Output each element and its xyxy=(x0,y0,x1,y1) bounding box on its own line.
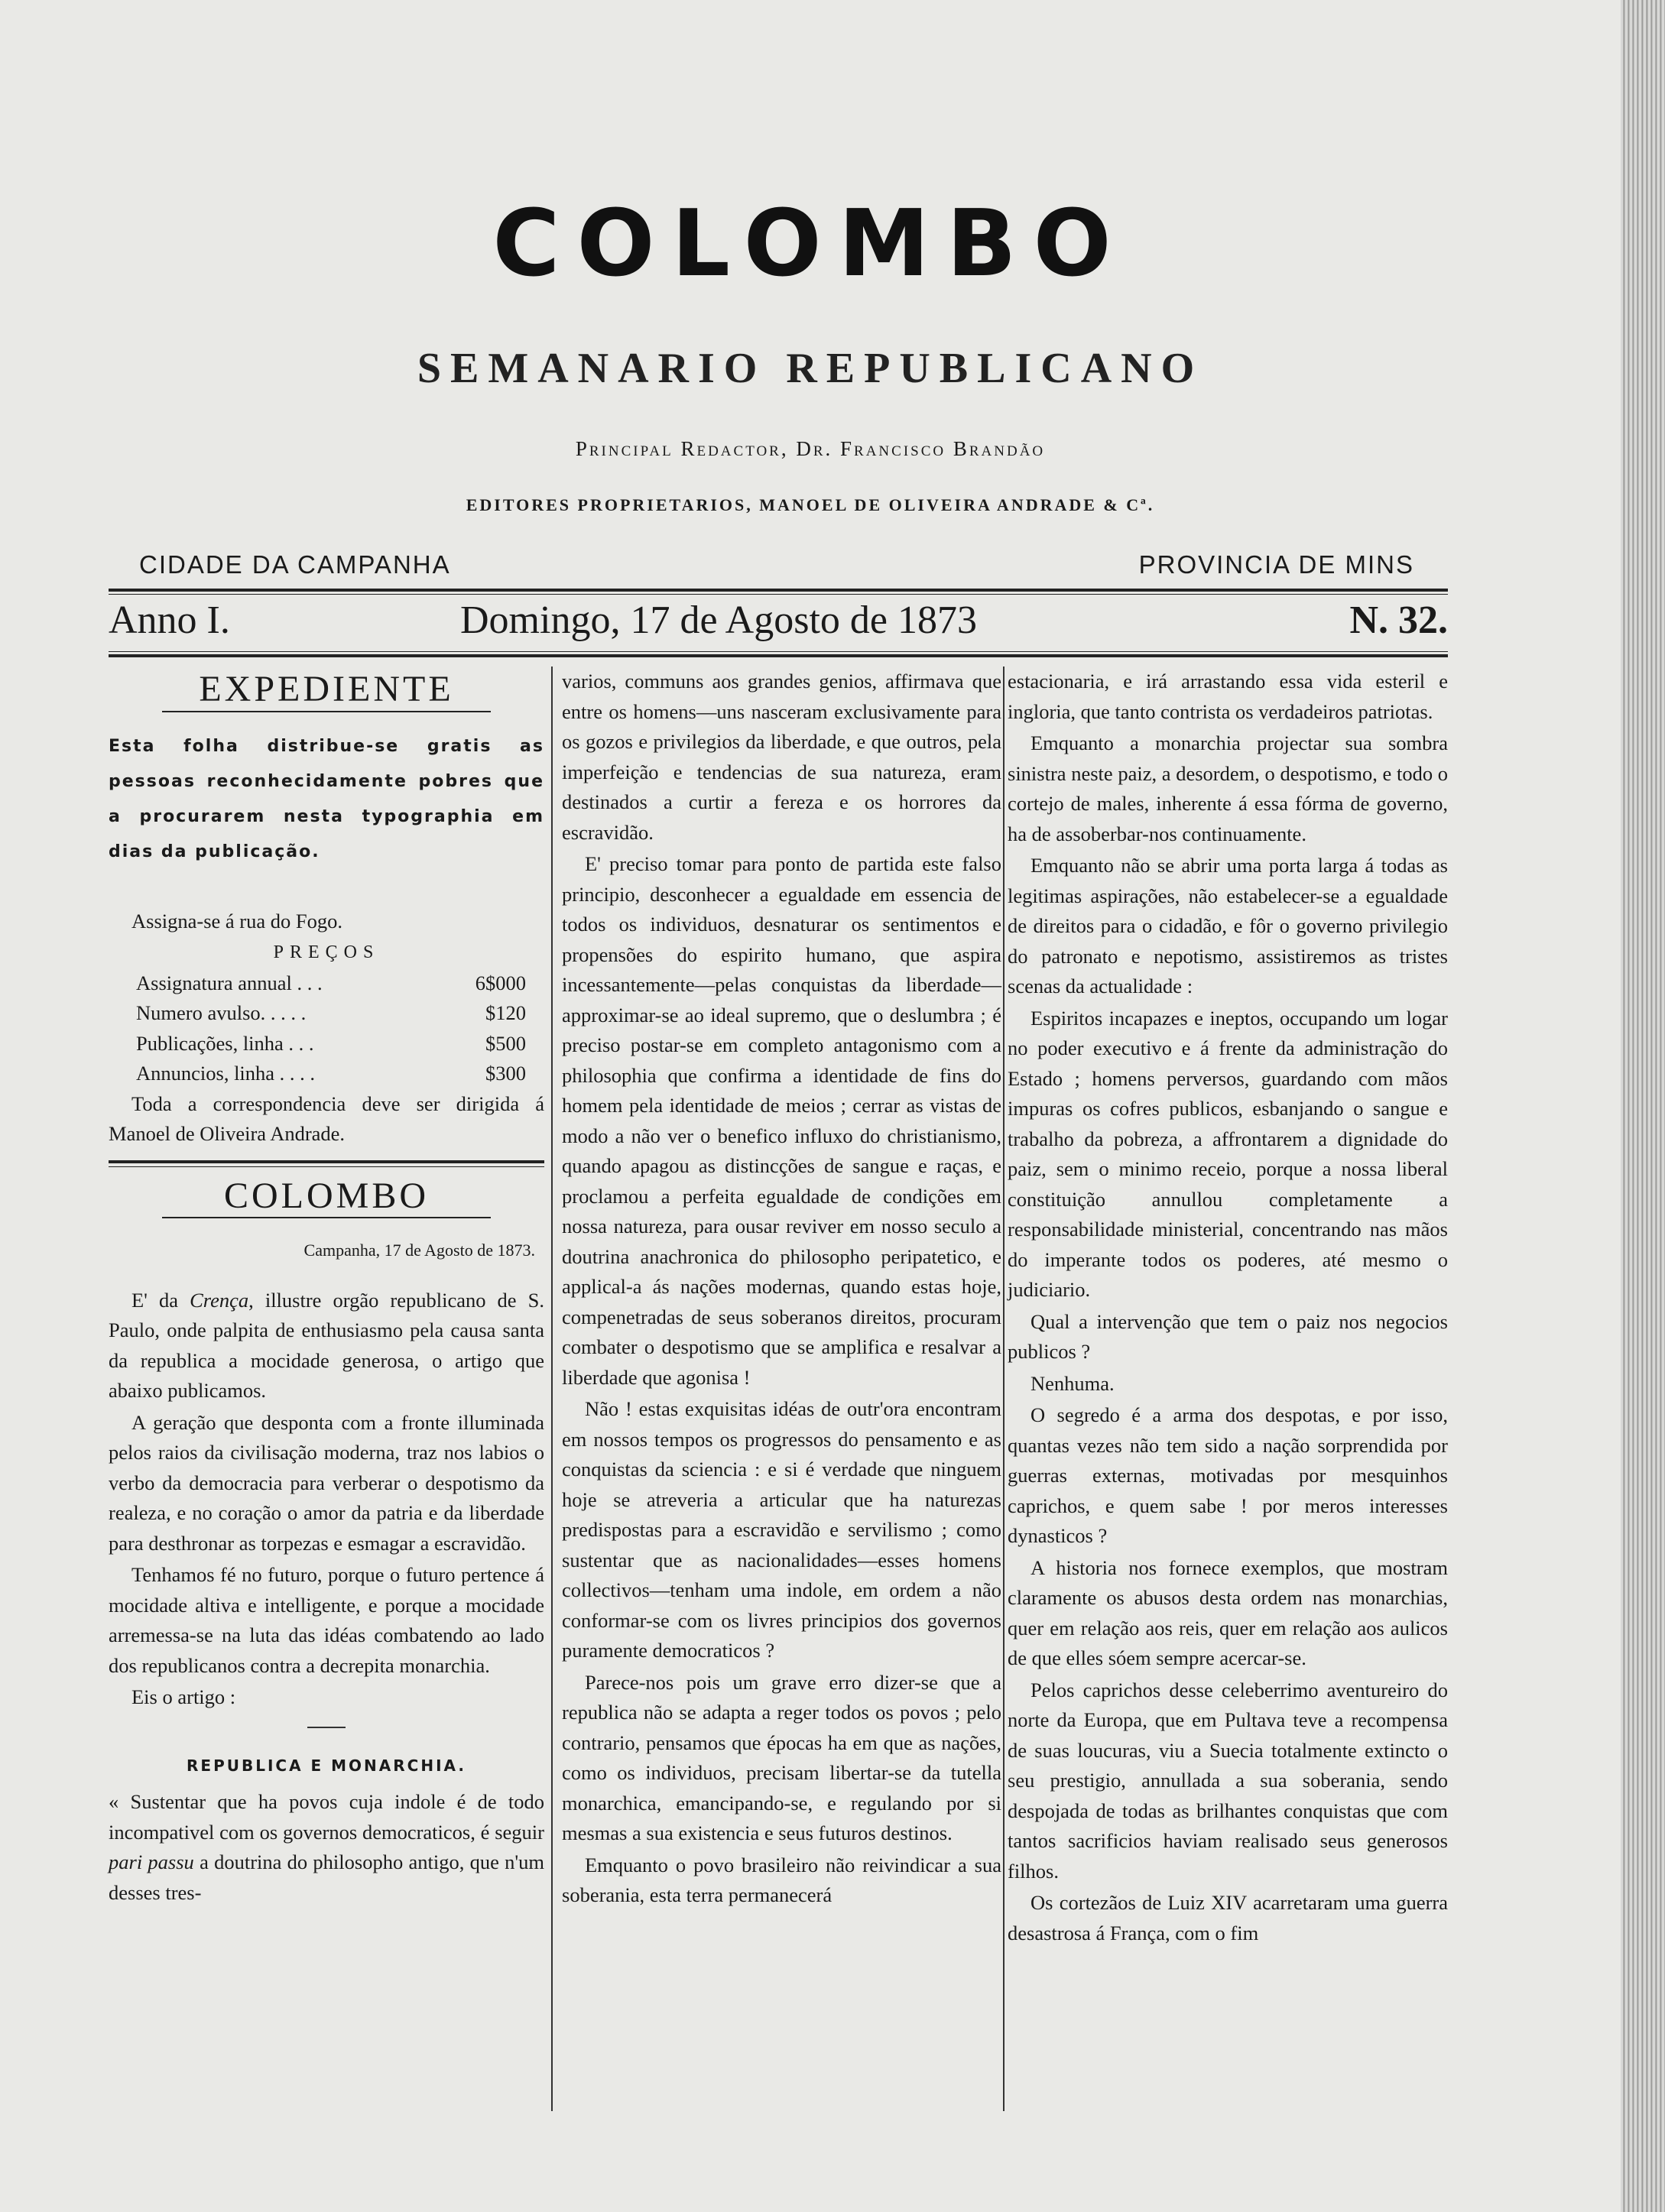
price-row xyxy=(109,968,544,999)
page-edge xyxy=(1621,0,1665,2212)
paragraph: Os cortezãos de Luiz XIV acarretaram uma guerra desastrosa á França, com o fim xyxy=(1008,1891,1448,1944)
assigna-text: Assigna-se á rua do Fogo. xyxy=(131,909,342,932)
price-label: Assignatura annual . . . xyxy=(136,971,323,994)
column-divider-2 xyxy=(1003,667,1005,2111)
paragraph: Espiritos incapazes e ineptos, occupando um logar no poder executivo e á frente da administração do Estado ; homens perversos, guardando com mãos impuras os cofres publicos, esbanjando o sangue e trabalho da pobreza, a affrontarem a dignidade do paiz, sem o minimo receio, porque a nossa liberal constituição annullou completamente a responsabilidade ministerial, concentrando nas mãos do imperante todos os poderes, até mesmo o judiciario. xyxy=(1008,1006,1448,1301)
paragraph: A geração que desponta com a fronte illuminada pelos raios da civilisação moderna, traz nos labios o verbo da democracia para verberar o despotismo da realeza, e no coração o amor da patria e da liberdade para desthronar as torpezas e esmagar a escravidão. xyxy=(109,1410,544,1555)
price-row xyxy=(109,1029,544,1059)
paragraph: Tenhamos fé no futuro, porque o futuro pertence á mocidade altiva e intelligente, e porque a mocidade arremessa-se na luta das idéas combatendo ao lado dos republicanos contra a decrepita monarchia. xyxy=(109,1563,544,1677)
paragraph: Eis o artigo : xyxy=(131,1685,236,1708)
paragraph: Parece-nos pois um grave erro dizer-se que a republica não se adapta a reger todos os povos ; pelo contrario, pensamos que épocas ha em que as nações, como os individuos, precisam libertar-se da tutella monarchica, emancipando-se, e regulando por si mesmas a sua existencia e seus futuros destinos. xyxy=(562,1670,1001,1844)
paragraph: Emquanto o povo brasileiro não reivindicar a sua soberania, esta terra permanecerá xyxy=(562,1853,1001,1906)
paragraph: E' da Crença, illustre orgão republicano de S. Paulo, onde palpita de enthusiasmo pela causa santa da republica a mocidade generosa, o artigo que abaixo publicamos. xyxy=(109,1288,544,1402)
colombo-rule xyxy=(162,1217,491,1218)
emphasis: pari passu xyxy=(109,1850,194,1873)
paragraph: Qual a intervenção que tem o paiz nos negocios publicos ? xyxy=(1008,1309,1448,1363)
paragraph: Emquanto não se abrir uma porta larga á todas as legitimas aspirações, não estabelecer-se a egualdade de direitos para o cidadão, e fôr o governo privilegio do patronato e nepotismo, assistiremos as tristes scenas da actualidade : xyxy=(1008,854,1448,997)
paragraph: « Sustentar que ha povos cuja indole é de todo incompativel com os governos democraticos, é seguir pari passu a doutrina do philosopho antigo, que n'um desses tres- xyxy=(109,1790,544,1904)
price-label: Numero avulso. . . . . xyxy=(136,1001,307,1024)
expediente-text: Esta folha distribue-se gratis as pessoas reconhecidamente pobres que a procurarem nesta typographia em dias da publicação. xyxy=(109,736,544,861)
place-province: PROVINCIA DE MINS xyxy=(1138,550,1414,579)
issue-line xyxy=(109,598,1448,651)
emphasis: Crença xyxy=(190,1288,249,1312)
precos-heading: PREÇOS xyxy=(273,942,380,962)
issue-rule-bottom xyxy=(109,654,1448,657)
price-value: 6$000 xyxy=(475,971,526,994)
price-label: Publicações, linha . . . xyxy=(136,1031,314,1055)
masthead-rule-top xyxy=(109,589,1448,592)
issue-number: N. 32. xyxy=(1349,598,1448,642)
masthead-subtitle: SEMANARIO REPUBLICANO xyxy=(417,345,1204,392)
colombo-heading: COLOMBO xyxy=(223,1175,430,1216)
paragraph: A historia nos fornece exemplos, que mostram claramente os abusos desta ordem nas monarchias, quer em relação aos reis, quer em relação aos aulicos de que elles sóem sempre acercar-se. xyxy=(1008,1555,1448,1669)
issue-rule-thin xyxy=(109,651,1448,652)
masthead-owners: EDITORES PROPRIETARIOS, MANOEL DE OLIVEIRA ANDRADE & Cª. xyxy=(466,495,1155,514)
place-city: CIDADE DA CAMPANHA xyxy=(139,550,451,579)
paragraph: Pelos caprichos desse celeberrimo aventureiro do norte da Europa, que em Pultava teve a recompensa de suas loucuras, viu a Suecia totalmente extincto o seu prestigio, annullada a sua soberania, sendo despojada de todas as brilhantes conquistas que com tantos sacrificios haviam realisado seus generosos filhos. xyxy=(1008,1678,1448,1883)
price-value: $120 xyxy=(485,1001,526,1024)
expediente-rule xyxy=(162,711,491,712)
price-row xyxy=(109,998,544,1029)
short-rule xyxy=(307,1727,346,1728)
expediente-heading: EXPEDIENTE xyxy=(199,669,454,709)
correspondencia-text: Toda a correspondencia deve ser dirigida á Manoel de Oliveira Andrade. xyxy=(109,1091,544,1145)
paragraph: Emquanto a monarchia projectar sua sombra sinistra neste paiz, a desordem, o despotismo, e todo o cortejo de males, inherente á essa fórma de governo, ha de assoberbar-nos continuamente. xyxy=(1008,731,1448,845)
price-label: Annuncios, linha . . . . xyxy=(136,1062,316,1085)
masthead-title: COLOMBO xyxy=(492,191,1128,297)
masthead-editor: Principal Redactor, Dr. Francisco Brandão xyxy=(575,437,1046,460)
masthead-rule-top-thin xyxy=(109,594,1448,595)
article-subheading: REPUBLICA E MONARCHIA. xyxy=(187,1756,466,1775)
section-double-rule xyxy=(109,1160,544,1167)
paragraph: Não ! estas exquisitas idéas de outr'ora encontram em nossos tempos os progressos do pensamento e as conquistas da sciencia : e si é verdade que ninguem hoje se atreveria a articular que ha naturezas predispostas para a escravidão e servilismo ; como sustentar que as nacionalidades—esses homens collectivos—tenham uma indole, em ordem a não conformar-se com os livres principios dos governos puramente democraticos ? xyxy=(562,1397,1001,1662)
article-dateline: Campanha, 17 de Agosto de 1873. xyxy=(303,1241,535,1260)
paragraph: Nenhuma. xyxy=(1030,1371,1115,1395)
paragraph: E' preciso tomar para ponto de partida este falso principio, desconhecer a egualdade em essencia de todos os individuos, desnaturar os sentimentos e propensões do espirito humano, que aspira incessantemente—pelas conquistas da liberdade—approximar-se ao ideal supremo, que o deslumbra ; é preciso postar-se em completo antagonismo com a philosophia que confirma a identidade de fins do homem pela identidade de meios ; cerrar as vistas de modo a não ver o benefico influxo do christianismo, quando apagou as distincções de sangue e raças, e proclamou a perfeita egualdade de condições em nossa natureza, para ousar reviver em nosso seculo a doutrina anachronica do philosopho peripatetico, e applical-a ás nações modernas, quando estas hoje, compenetradas de seus soberanos direitos, procuram combater o despotismo que se amplifica e resalvar a liberdade que agonisa ! xyxy=(562,852,1001,1389)
paragraph: estacionaria, e irá arrastando essa vida esteril e ingloria, que tanto contrista os verdadeiros patriotas. xyxy=(1008,670,1448,723)
price-row xyxy=(109,1059,544,1089)
paragraph: varios, communs aos grandes genios, affirmava que entre os homens—uns nasceram exclusivamente para os gozos e privilegios da liberdade, e que outros, pela imperfeição e tendencias de sua natureza, eram destinados a curtir a fereza e os horrores da escravidão. xyxy=(562,670,1001,844)
issue-volume: Anno I. xyxy=(109,598,230,642)
paragraph: O segredo é a arma dos despotas, e por isso, quantas vezes não tem sido a nação sorprendida por guerras externas, motivadas por mesquinhos caprichos, e quem sabe ! por meros interesses dynasticos ? xyxy=(1008,1403,1448,1547)
price-value: $300 xyxy=(485,1062,526,1085)
column-2 xyxy=(562,667,1001,1912)
price-value: $500 xyxy=(485,1031,526,1055)
issue-date: Domingo, 17 de Agosto de 1873 xyxy=(460,598,977,642)
column-divider-1 xyxy=(551,667,553,2111)
column-1 xyxy=(109,667,544,1909)
column-3 xyxy=(1008,667,1448,1950)
